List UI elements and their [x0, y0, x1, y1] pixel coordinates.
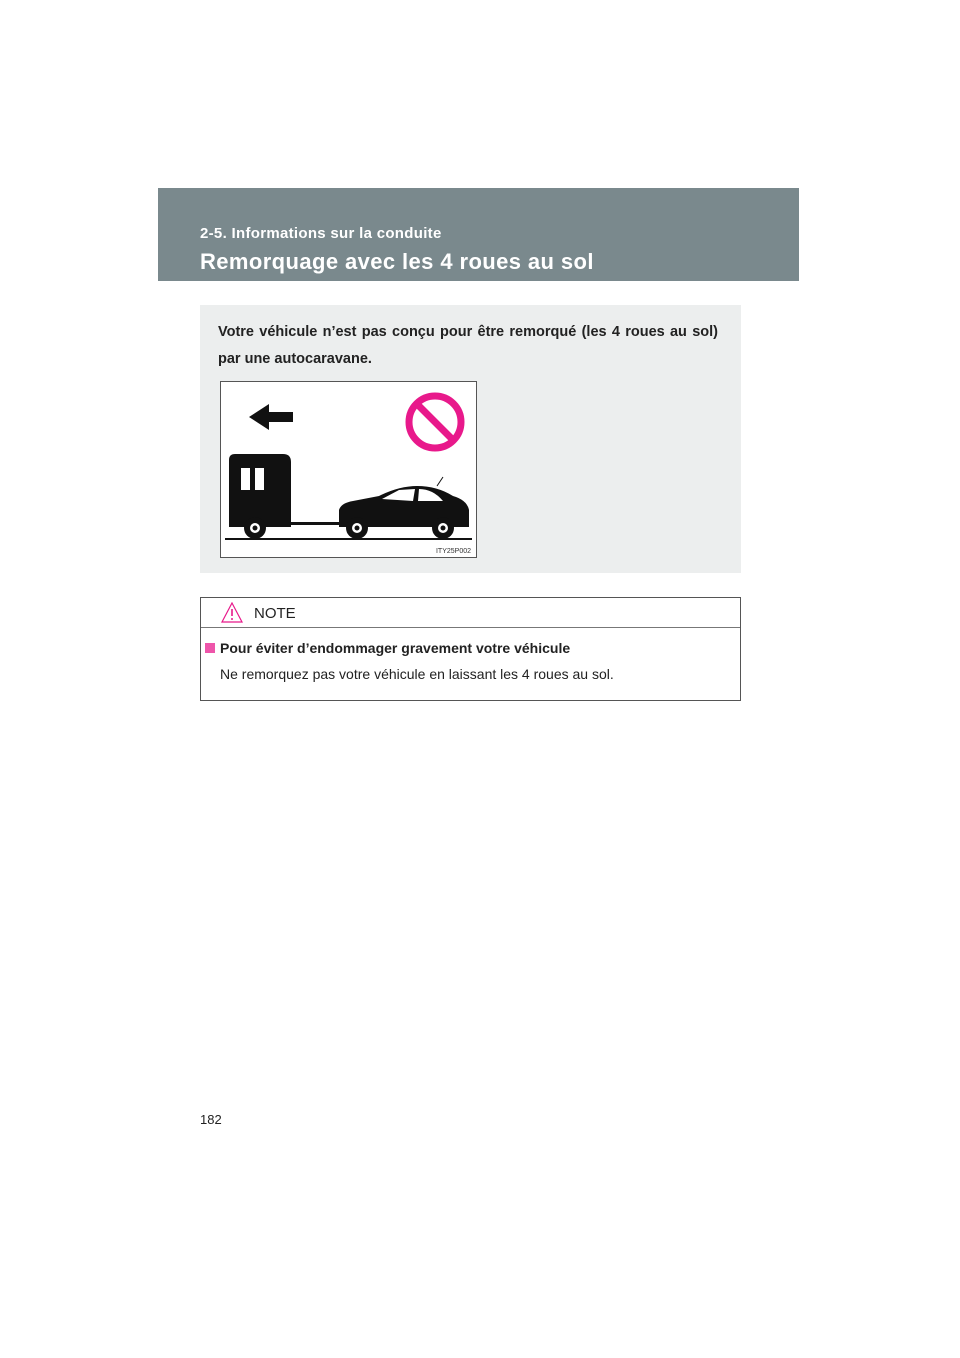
figure-code: ITY25P002 [435, 548, 471, 555]
car-vehicle [339, 477, 469, 539]
direction-arrow-icon [249, 404, 293, 430]
page-title: Remorquage avec les 4 roues au sol [200, 249, 594, 274]
page-number: 182 [200, 1112, 222, 1127]
note-body: Ne remorquez pas votre véhicule en laissant les 4 roues au sol. [220, 666, 614, 682]
towing-illustration [220, 381, 477, 558]
towing-diagram [221, 382, 476, 557]
note-header [201, 598, 740, 628]
warning-triangle-icon [221, 602, 243, 623]
info-box [200, 305, 741, 573]
info-text: Votre véhicule n’est pas conçu pour être remorqué (les 4 roues au sol) par une autocaravane. [218, 324, 718, 367]
camper-vehicle [229, 454, 343, 539]
prohibition-icon [409, 396, 461, 448]
section-label: 2-5. Informations sur la conduite [200, 225, 442, 242]
bullet-square-icon [205, 643, 215, 653]
note-label: NOTE [254, 605, 296, 622]
note-heading: Pour éviter d’endommager gravement votre véhicule [220, 640, 571, 656]
section-header [158, 188, 799, 281]
note-box [200, 597, 741, 701]
